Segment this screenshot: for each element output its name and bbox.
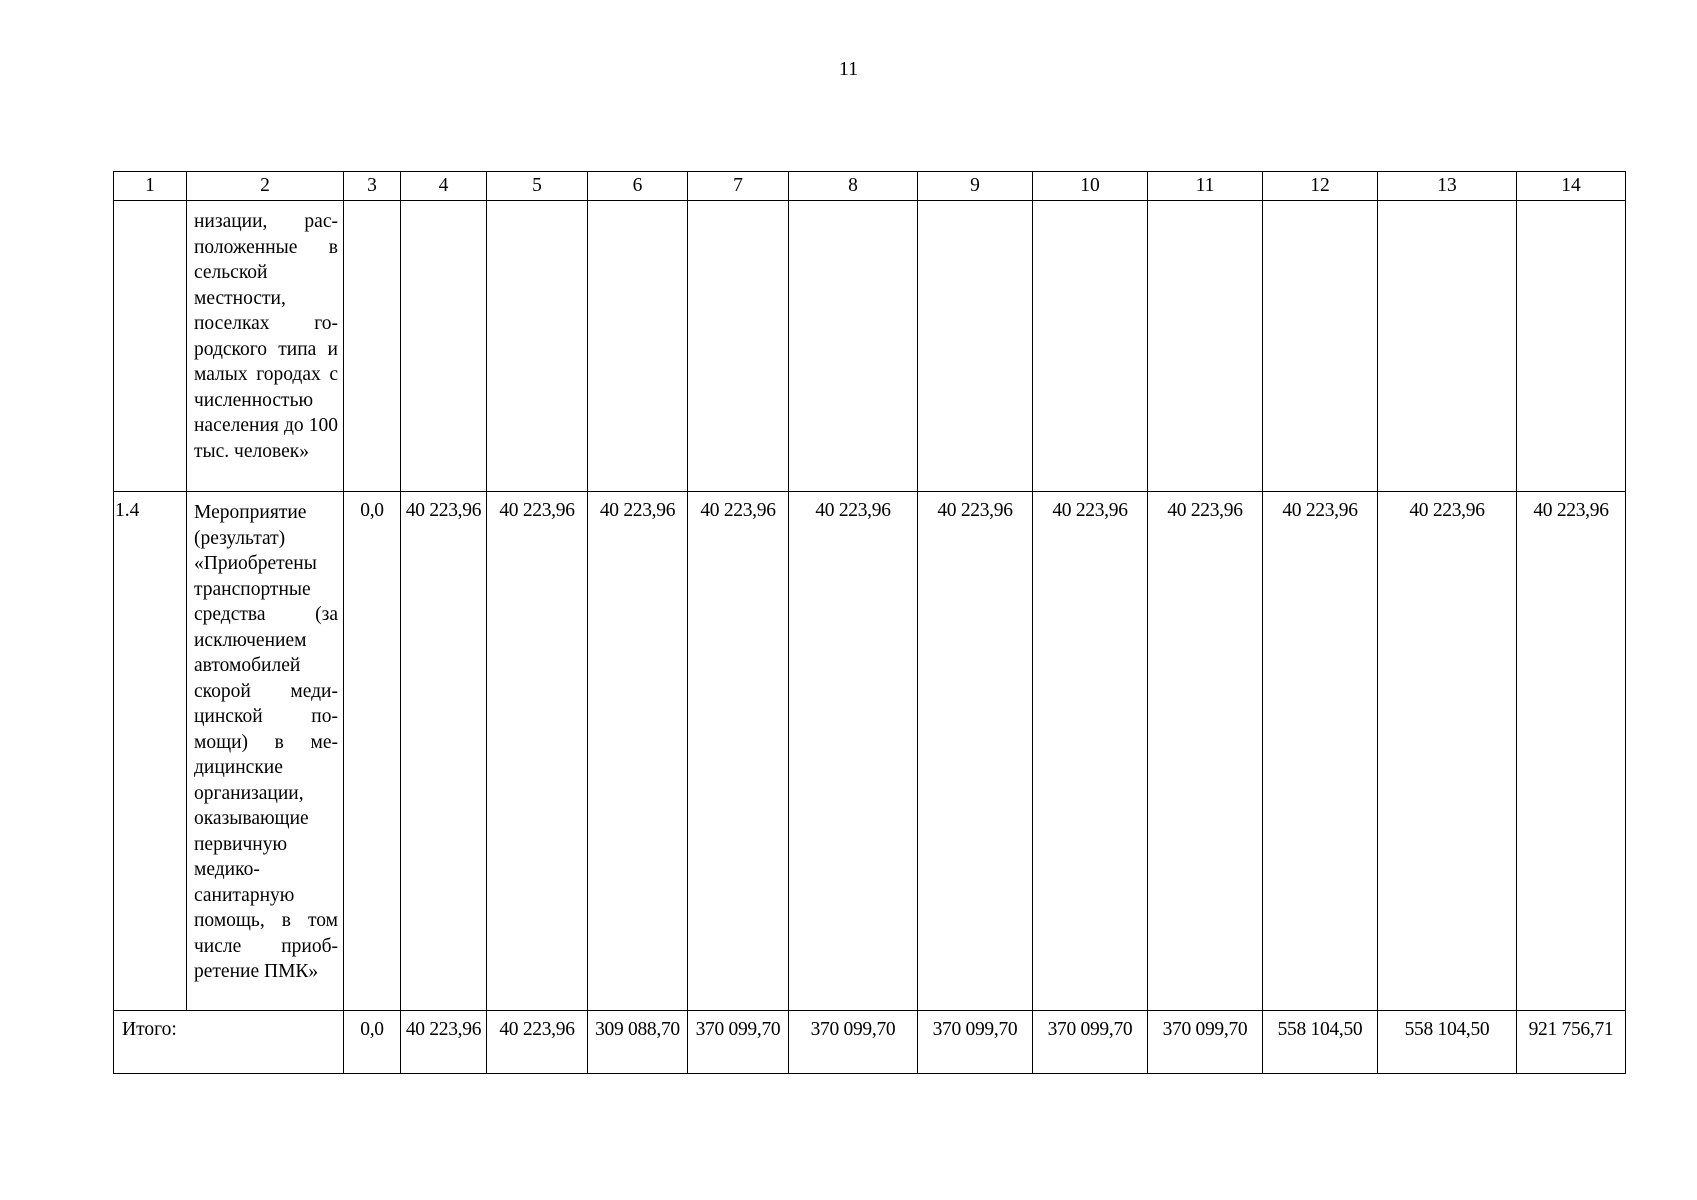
page-number: 11 [838, 58, 859, 80]
empty-cell [487, 201, 588, 492]
total-cell [588, 1011, 688, 1074]
column-header: 12 [1263, 172, 1378, 201]
value-cell [1148, 492, 1263, 1011]
item-value: 40 223,96 [1533, 500, 1609, 521]
empty-cell [688, 201, 789, 492]
total-label: Итого: [122, 1019, 177, 1040]
empty-cell [1263, 201, 1378, 492]
item-value: 40 223,96 [1409, 500, 1485, 521]
total-cell [1517, 1011, 1626, 1074]
value-cell [918, 492, 1033, 1011]
total-value: 40 223,96 [499, 1019, 575, 1040]
value-cell [789, 492, 918, 1011]
value-cell [1517, 492, 1626, 1011]
column-header: 6 [588, 172, 688, 201]
total-value: 370 099,70 [932, 1019, 1018, 1040]
column-header: 7 [688, 172, 789, 201]
column-header: 2 [187, 172, 344, 201]
total-cell [1378, 1011, 1517, 1074]
item-value: 40 223,96 [405, 500, 482, 521]
column-header: 3 [344, 172, 401, 201]
total-value: 40 223,96 [405, 1019, 482, 1040]
empty-cell [1517, 201, 1626, 492]
total-label-cell [114, 1011, 344, 1074]
table-row-item [114, 492, 1626, 1011]
value-cell [588, 492, 688, 1011]
item-value: 40 223,96 [937, 500, 1013, 521]
column-header: 11 [1148, 172, 1263, 201]
column-header: 10 [1033, 172, 1148, 201]
row-id-cell [114, 492, 187, 1011]
value-cell [487, 492, 588, 1011]
total-cell [487, 1011, 588, 1074]
total-value: 309 088,70 [595, 1019, 680, 1040]
empty-cell [114, 201, 187, 492]
column-header: 1 [114, 172, 187, 201]
budget-table [113, 171, 1626, 1074]
total-cell [1148, 1011, 1263, 1074]
total-value: 370 099,70 [695, 1019, 781, 1040]
total-value: 558 104,50 [1404, 1019, 1490, 1040]
total-value: 370 099,70 [1162, 1019, 1248, 1040]
total-cell [344, 1011, 401, 1074]
total-cell [688, 1011, 789, 1074]
item-value: 0,0 [360, 500, 384, 521]
table-row-total [114, 1011, 1626, 1074]
value-cell [1263, 492, 1378, 1011]
column-header: 4 [401, 172, 487, 201]
item-value: 40 223,96 [815, 500, 891, 521]
total-cell [1263, 1011, 1378, 1074]
total-value: 370 099,70 [1047, 1019, 1133, 1040]
item-description: Мероприятие (результат) «Приобретены транспортные средства (за исключением автомобилей скорой медицинской помощи) в медицинские организации, оказывающие первичную медико-санитарную помощь, в том числе приобретение ПМК» [194, 502, 338, 982]
column-header: 9 [918, 172, 1033, 201]
item-value: 40 223,96 [1052, 500, 1128, 521]
empty-cell [344, 201, 401, 492]
item-value: 40 223,96 [700, 500, 776, 521]
column-header: 5 [487, 172, 588, 201]
item-value: 40 223,96 [499, 500, 575, 521]
empty-cell [918, 201, 1033, 492]
total-value: 921 756,71 [1528, 1019, 1614, 1040]
total-cell [789, 1011, 918, 1074]
description-cell [187, 201, 344, 492]
column-number-row [114, 172, 1626, 201]
value-cell [688, 492, 789, 1011]
empty-cell [1148, 201, 1263, 492]
item-value: 40 223,96 [1167, 500, 1243, 521]
item-value: 40 223,96 [1282, 500, 1358, 521]
item-value: 40 223,96 [599, 500, 676, 521]
total-value: 370 099,70 [810, 1019, 896, 1040]
value-cell [401, 492, 487, 1011]
total-cell [401, 1011, 487, 1074]
column-header: 14 [1517, 172, 1626, 201]
value-cell [1378, 492, 1517, 1011]
table-row-continuation [114, 201, 1626, 492]
empty-cell [588, 201, 688, 492]
column-header: 13 [1378, 172, 1517, 201]
empty-cell [1033, 201, 1148, 492]
row-id: 1.4 [115, 500, 140, 521]
value-cell [344, 492, 401, 1011]
column-header: 8 [789, 172, 918, 201]
empty-cell [789, 201, 918, 492]
total-cell [918, 1011, 1033, 1074]
description-cell [187, 492, 344, 1011]
total-cell [1033, 1011, 1148, 1074]
empty-cell [1378, 201, 1517, 492]
continuation-description: низации, расположенные в сельской местности, поселках городского типа и малых городах с численностью населения до 100 тыс. человек» [194, 211, 338, 462]
empty-cell [401, 201, 487, 492]
total-value: 558 104,50 [1277, 1019, 1363, 1040]
value-cell [1033, 492, 1148, 1011]
total-value: 0,0 [360, 1019, 384, 1040]
